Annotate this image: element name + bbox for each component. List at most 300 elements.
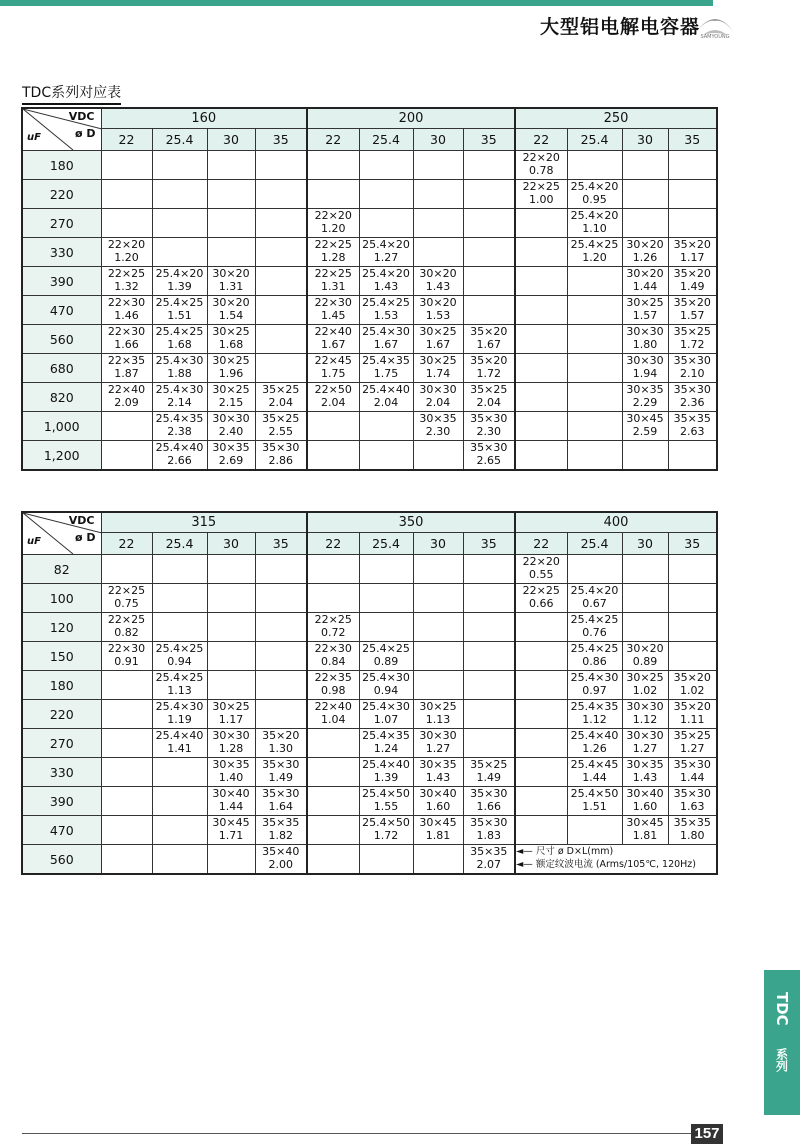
table-row xyxy=(22,325,717,354)
case-size: 30×40 xyxy=(419,787,457,800)
ripple-current: 1.07 xyxy=(373,713,399,726)
table-cell xyxy=(359,151,413,180)
ripple-current: 1.20 xyxy=(321,222,346,235)
voltage-header: 315 xyxy=(101,512,307,533)
case-size: 22×50 xyxy=(314,383,352,396)
capacitance-unit-label: uF xyxy=(27,536,41,547)
capacitance-row-header: 330 xyxy=(22,238,101,267)
ripple-current: 1.87 xyxy=(114,367,139,380)
capacitance-row-header: 180 xyxy=(22,671,101,700)
case-size: 25.4×20 xyxy=(570,584,619,597)
capacitance-row-header: 220 xyxy=(22,700,101,729)
case-size: 30×35 xyxy=(419,412,457,425)
case-size: 22×25 xyxy=(314,613,352,626)
ripple-current: 0.82 xyxy=(114,626,139,639)
table-cell xyxy=(307,758,359,787)
diameter-header: 30 xyxy=(413,533,463,555)
table-row xyxy=(22,412,717,441)
case-size: 30×25 xyxy=(212,325,250,338)
ripple-current: 1.43 xyxy=(425,280,451,293)
ripple-current: 0.94 xyxy=(373,684,399,697)
table-cell xyxy=(515,151,567,180)
ripple-current: 0.89 xyxy=(632,655,658,668)
table-cell xyxy=(413,584,463,613)
case-size: 25.4×35 xyxy=(570,700,619,713)
ripple-current: 1.04 xyxy=(321,713,346,726)
ripple-current: 2.14 xyxy=(167,396,192,409)
table-cell xyxy=(101,671,152,700)
case-size: 35×20 xyxy=(673,700,711,713)
ripple-current: 0.67 xyxy=(582,597,607,610)
table-cell xyxy=(359,383,413,412)
case-size: 25.4×30 xyxy=(155,700,204,713)
table-cell xyxy=(567,613,622,642)
page-title: 大型铝电解电容器 xyxy=(540,16,701,38)
table-cell xyxy=(622,296,668,325)
ripple-current: 1.68 xyxy=(218,338,244,351)
case-size: 30×20 xyxy=(212,267,250,280)
table-row xyxy=(22,267,717,296)
table-cell xyxy=(668,267,717,296)
table-cell xyxy=(515,238,567,267)
table-cell xyxy=(255,383,307,412)
table-cell xyxy=(413,758,463,787)
voltage-header: 200 xyxy=(307,108,515,129)
table-cell xyxy=(515,729,567,758)
table-cell xyxy=(307,325,359,354)
table-row xyxy=(22,441,717,471)
samyoung-logo xyxy=(693,5,737,39)
case-size: 30×25 xyxy=(212,354,250,367)
ripple-current: 2.15 xyxy=(218,396,244,409)
case-size: 22×30 xyxy=(314,642,352,655)
case-size: 25.4×25 xyxy=(570,642,619,655)
table-row xyxy=(22,354,717,383)
table-row xyxy=(22,671,717,700)
table-cell xyxy=(567,671,622,700)
diameter-header: 30 xyxy=(622,533,668,555)
diameter-header: 25.4 xyxy=(567,533,622,555)
table-cell xyxy=(359,613,413,642)
case-size: 22×25 xyxy=(522,180,560,193)
table-cell xyxy=(622,613,668,642)
capacitance-row-header: 390 xyxy=(22,787,101,816)
ripple-current: 1.28 xyxy=(321,251,346,264)
voltage-header: 160 xyxy=(101,108,307,129)
case-size: 35×20 xyxy=(673,238,711,251)
diameter-header: 22 xyxy=(307,129,359,151)
table-cell xyxy=(101,642,152,671)
table-cell xyxy=(463,296,515,325)
table-cell xyxy=(255,296,307,325)
voltage-header: 400 xyxy=(515,512,717,533)
ripple-current: 0.55 xyxy=(529,568,554,581)
capacitance-row-header: 680 xyxy=(22,354,101,383)
table-row xyxy=(22,584,717,613)
series-side-tab xyxy=(764,970,800,1115)
ripple-current: 1.68 xyxy=(167,338,192,351)
ripple-current: 1.27 xyxy=(680,742,705,755)
capacitance-row-header: 330 xyxy=(22,758,101,787)
table-cell xyxy=(101,412,152,441)
case-size: 30×45 xyxy=(626,412,664,425)
table-cell xyxy=(101,845,152,875)
ripple-current: 1.54 xyxy=(218,309,244,322)
table-cell xyxy=(622,555,668,584)
table-cell xyxy=(622,729,668,758)
table-cell xyxy=(515,354,567,383)
ripple-current: 0.98 xyxy=(321,684,346,697)
table-cell xyxy=(413,441,463,471)
case-size: 25.4×20 xyxy=(155,267,204,280)
case-size: 22×30 xyxy=(107,642,146,655)
table-cell xyxy=(152,787,207,816)
table-cell xyxy=(207,267,255,296)
diameter-header: 25.4 xyxy=(359,129,413,151)
table-cell xyxy=(668,758,717,787)
table-cell xyxy=(207,613,255,642)
table-cell xyxy=(207,642,255,671)
case-size: 25.4×30 xyxy=(362,325,410,338)
ripple-current: 1.75 xyxy=(373,367,399,380)
table-cell xyxy=(413,383,463,412)
case-size: 30×35 xyxy=(212,758,250,771)
table-cell xyxy=(463,180,515,209)
case-size: 22×35 xyxy=(314,671,352,684)
ripple-current: 1.71 xyxy=(218,829,244,842)
ripple-current: 2.59 xyxy=(632,425,658,438)
table-cell xyxy=(622,758,668,787)
case-size: 25.4×25 xyxy=(362,296,410,309)
case-size: 22×30 xyxy=(107,296,146,309)
case-size: 25.4×20 xyxy=(362,238,410,251)
ripple-current: 1.53 xyxy=(425,309,451,322)
ripple-current: 2.04 xyxy=(425,396,451,409)
table-cell xyxy=(152,584,207,613)
table-cell xyxy=(101,325,152,354)
table-cell xyxy=(567,209,622,238)
ripple-current: 1.45 xyxy=(321,309,346,322)
ripple-current: 1.72 xyxy=(373,829,399,842)
table-cell xyxy=(515,671,567,700)
table-cell xyxy=(307,613,359,642)
diameter-header: 25.4 xyxy=(359,533,413,555)
table-cell xyxy=(207,787,255,816)
table-cell xyxy=(413,642,463,671)
table-row xyxy=(22,555,717,584)
table-cell xyxy=(567,267,622,296)
table-cell xyxy=(515,267,567,296)
table-cell xyxy=(567,555,622,584)
case-size: 30×35 xyxy=(419,758,457,771)
ripple-current: 1.43 xyxy=(373,280,399,293)
table-cell xyxy=(463,209,515,238)
table-cell xyxy=(307,383,359,412)
capacitor-table-low-voltage xyxy=(21,107,718,471)
case-size: 25.4×25 xyxy=(155,642,204,655)
side-tab-sub: 系列 xyxy=(774,1048,789,1072)
diameter-header: 25.4 xyxy=(152,129,207,151)
ripple-current: 1.28 xyxy=(218,742,244,755)
table-row xyxy=(22,151,717,180)
ripple-current: 0.94 xyxy=(167,655,192,668)
footer-rule xyxy=(22,1133,692,1134)
ripple-current: 2.00 xyxy=(268,858,293,871)
table-cell xyxy=(622,441,668,471)
table-cell xyxy=(622,700,668,729)
table-cell xyxy=(413,787,463,816)
ripple-current: 1.83 xyxy=(476,829,501,842)
table-cell xyxy=(152,180,207,209)
table-cell xyxy=(255,787,307,816)
table-cell xyxy=(622,238,668,267)
ripple-current: 1.27 xyxy=(425,742,451,755)
diameter-header: 35 xyxy=(463,129,515,151)
case-size: 25.4×30 xyxy=(155,383,204,396)
side-tab-label: TDC xyxy=(773,992,791,1026)
ripple-current: 1.57 xyxy=(632,309,658,322)
table-cell xyxy=(101,584,152,613)
ripple-current: 1.12 xyxy=(582,713,607,726)
table-cell xyxy=(101,151,152,180)
table-cell xyxy=(413,700,463,729)
table-cell xyxy=(413,845,463,875)
ripple-current: 1.60 xyxy=(425,800,451,813)
table-cell xyxy=(101,209,152,238)
table-cell xyxy=(413,555,463,584)
table-cell xyxy=(359,555,413,584)
case-size: 35×30 xyxy=(470,816,508,829)
case-size: 35×25 xyxy=(673,325,711,338)
diameter-header: 22 xyxy=(101,533,152,555)
table-cell xyxy=(413,729,463,758)
table-cell xyxy=(255,555,307,584)
table-cell xyxy=(463,354,515,383)
ripple-current: 2.04 xyxy=(373,396,399,409)
case-size: 22×25 xyxy=(522,584,560,597)
case-size: 25.4×40 xyxy=(362,383,410,396)
table-cell xyxy=(567,383,622,412)
case-size: 35×25 xyxy=(470,758,508,771)
case-size: 30×25 xyxy=(626,671,664,684)
diameter-header: 35 xyxy=(255,533,307,555)
table-cell xyxy=(101,787,152,816)
case-size: 35×20 xyxy=(673,267,711,280)
ripple-current: 2.69 xyxy=(218,454,244,467)
voltage-header: 350 xyxy=(307,512,515,533)
case-size: 35×35 xyxy=(673,816,711,829)
table-cell xyxy=(413,238,463,267)
table-cell xyxy=(463,325,515,354)
ripple-current: 1.72 xyxy=(476,367,501,380)
table-cell xyxy=(359,700,413,729)
table-cell xyxy=(207,671,255,700)
table-cell xyxy=(101,441,152,471)
table-cell xyxy=(668,787,717,816)
ripple-current: 0.75 xyxy=(114,597,139,610)
table-cell xyxy=(255,238,307,267)
table-cell xyxy=(359,758,413,787)
table-cell xyxy=(101,296,152,325)
ripple-current: 1.75 xyxy=(321,367,346,380)
diameter-header: 35 xyxy=(463,533,515,555)
table-cell xyxy=(463,441,515,471)
table-cell xyxy=(622,787,668,816)
table-cell xyxy=(359,267,413,296)
case-size: 30×40 xyxy=(626,787,664,800)
table-cell xyxy=(207,700,255,729)
case-size: 35×40 xyxy=(262,845,300,858)
table-cell xyxy=(567,296,622,325)
case-size: 22×30 xyxy=(107,325,146,338)
table-cell xyxy=(255,642,307,671)
ripple-current: 1.67 xyxy=(373,338,399,351)
ripple-current: 1.02 xyxy=(680,684,705,697)
ripple-current: 2.66 xyxy=(167,454,192,467)
case-size: 22×40 xyxy=(314,700,352,713)
capacitance-row-header: 150 xyxy=(22,642,101,671)
ripple-current: 1.10 xyxy=(582,222,607,235)
ripple-current: 1.17 xyxy=(218,713,244,726)
diameter-label: ø D xyxy=(74,531,96,544)
table-cell xyxy=(207,729,255,758)
ripple-current: 1.64 xyxy=(268,800,293,813)
table-row xyxy=(22,642,717,671)
ripple-current: 1.67 xyxy=(476,338,501,351)
table-cell xyxy=(463,700,515,729)
table-cell xyxy=(152,671,207,700)
table-cell xyxy=(359,584,413,613)
table-row xyxy=(22,383,717,412)
table-cell xyxy=(255,845,307,875)
table-cell xyxy=(668,296,717,325)
table-cell xyxy=(463,151,515,180)
case-size: 25.4×25 xyxy=(155,671,204,684)
table-cell xyxy=(413,613,463,642)
table-cell xyxy=(668,151,717,180)
ripple-current: 1.96 xyxy=(218,367,244,380)
table-cell xyxy=(207,584,255,613)
table-cell xyxy=(152,642,207,671)
table-cell xyxy=(152,325,207,354)
case-size: 30×35 xyxy=(626,758,664,771)
case-size: 35×30 xyxy=(673,383,711,396)
ripple-current: 1.81 xyxy=(425,829,451,842)
case-size: 35×25 xyxy=(470,383,508,396)
case-size: 35×30 xyxy=(262,758,300,771)
table-row xyxy=(22,787,717,816)
ripple-current: 1.82 xyxy=(268,829,293,842)
capacitance-row-header: 1,200 xyxy=(22,441,101,471)
diameter-header: 30 xyxy=(622,129,668,151)
case-size: 30×30 xyxy=(419,729,457,742)
table-cell xyxy=(463,729,515,758)
case-size: 30×30 xyxy=(212,412,250,425)
table-cell xyxy=(152,700,207,729)
table-cell xyxy=(622,354,668,383)
case-size: 30×45 xyxy=(212,816,250,829)
table-cell xyxy=(567,642,622,671)
table-cell xyxy=(359,325,413,354)
ripple-current: 1.27 xyxy=(373,251,399,264)
ripple-current: 1.49 xyxy=(268,771,293,784)
table-cell xyxy=(413,151,463,180)
table-cell xyxy=(567,700,622,729)
case-size: 30×30 xyxy=(626,354,664,367)
case-size: 30×25 xyxy=(212,383,250,396)
table-cell xyxy=(668,613,717,642)
table-cell xyxy=(307,816,359,845)
table-cell xyxy=(515,412,567,441)
legend xyxy=(515,845,717,875)
table-cell xyxy=(622,816,668,845)
table-cell xyxy=(152,238,207,267)
table-cell xyxy=(567,325,622,354)
ripple-current: 1.63 xyxy=(680,800,705,813)
case-size: 25.4×20 xyxy=(362,267,410,280)
table-cell xyxy=(359,642,413,671)
table-cell xyxy=(567,238,622,267)
ripple-current: 0.78 xyxy=(529,164,554,177)
capacitor-table-high-voltage xyxy=(21,511,718,875)
table-cell xyxy=(359,180,413,209)
ripple-current: 2.65 xyxy=(476,454,501,467)
table-cell xyxy=(515,555,567,584)
table-cell xyxy=(515,296,567,325)
table-cell xyxy=(622,584,668,613)
table-cell xyxy=(359,412,413,441)
case-size: 22×20 xyxy=(314,209,352,222)
case-size: 30×30 xyxy=(626,700,664,713)
table-cell xyxy=(152,613,207,642)
case-size: 35×30 xyxy=(470,441,508,454)
ripple-current: 1.72 xyxy=(680,338,705,351)
case-size: 35×35 xyxy=(262,816,300,829)
table-cell xyxy=(255,354,307,383)
capacitance-unit-label: uF xyxy=(27,132,41,143)
table-cell xyxy=(567,180,622,209)
table-cell xyxy=(307,151,359,180)
ripple-current: 1.88 xyxy=(167,367,192,380)
table-cell xyxy=(463,642,515,671)
ripple-current: 2.38 xyxy=(167,425,192,438)
table-cell xyxy=(668,555,717,584)
table-cell xyxy=(668,816,717,845)
table-cell xyxy=(307,584,359,613)
ripple-current: 1.20 xyxy=(582,251,607,264)
ripple-current: 1.43 xyxy=(425,771,451,784)
case-size: 30×30 xyxy=(626,729,664,742)
capacitance-row-header: 180 xyxy=(22,151,101,180)
table-cell xyxy=(101,700,152,729)
ripple-current: 0.72 xyxy=(321,626,346,639)
table-cell xyxy=(515,787,567,816)
ripple-current: 1.40 xyxy=(218,771,244,784)
table-cell xyxy=(101,180,152,209)
table-row xyxy=(22,238,717,267)
table-cell xyxy=(515,700,567,729)
case-size: 30×20 xyxy=(419,267,457,280)
legend-size-label: ◄— 尺寸 ø D×L(mm) xyxy=(516,846,614,857)
case-size: 22×40 xyxy=(107,383,146,396)
table-cell xyxy=(359,729,413,758)
table-cell xyxy=(567,354,622,383)
ripple-current: 1.39 xyxy=(167,280,192,293)
table-cell xyxy=(413,325,463,354)
table-cell xyxy=(463,383,515,412)
table-cell xyxy=(413,296,463,325)
case-size: 25.4×30 xyxy=(362,700,410,713)
